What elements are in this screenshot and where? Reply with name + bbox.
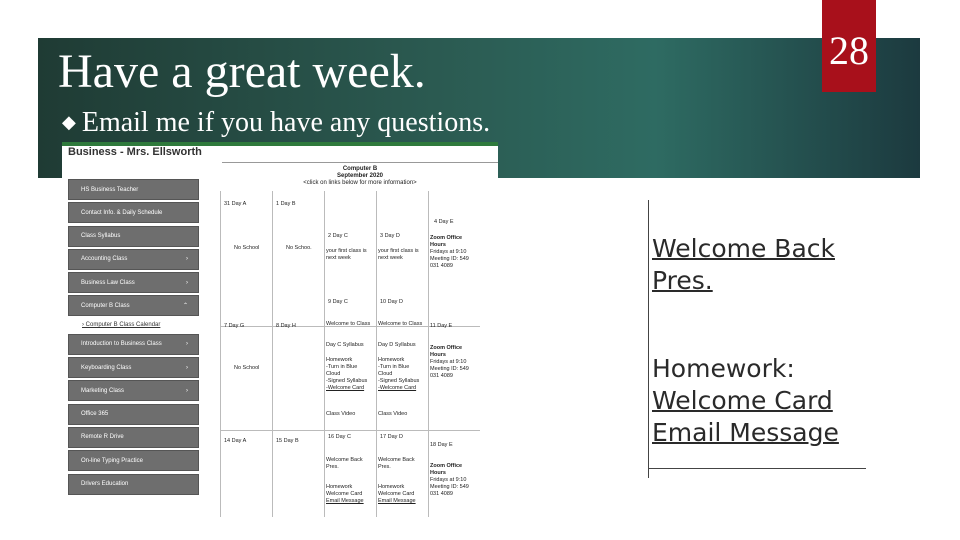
slide-title: Have a great week. [58,45,426,98]
zoom-hours: Zoom Office Hours Fridays at 9:10 Meeting ID: 549 031 4089 [430,345,469,379]
chevron-right-icon: › [186,364,188,371]
diamond-bullet-icon: ◆ [62,112,76,132]
calendar-link[interactable]: Welcome Back Pres. [326,457,363,470]
grid-line [272,191,273,517]
calendar-day: 8 Day H [276,323,296,329]
calendar-day: 15 Day B [276,438,299,444]
calendar-link[interactable]: Welcome Back Pres. [378,457,415,470]
excerpt-line[interactable]: Email Message [652,418,839,447]
nav-item[interactable]: Contact Info. & Daily Schedule [68,202,199,223]
slide-bullet [62,106,490,142]
website-title[interactable]: Business - Mrs. Ellsworth [68,146,202,158]
bullet-text: Email me if you have any questions. [81,107,491,138]
page-number-badge: 28 [822,0,876,92]
calendar-day: 17 Day D [380,434,403,440]
chevron-right-icon: › [186,256,188,263]
excerpt-border-bottom [648,468,866,469]
excerpt-line: Homework: [652,354,795,383]
calendar-day: 10 Day D [380,299,403,305]
calendar-note: your first class is [378,248,419,254]
nav-item[interactable]: Business Law Class › [68,272,199,293]
chevron-up-icon: ⌃ [182,303,188,310]
calendar-note: next week [326,255,351,261]
grid-line [376,191,377,517]
excerpt-border-left [648,200,649,478]
calendar-day: 3 Day D [380,233,400,239]
nav-item[interactable]: On-line Typing Practice [68,450,199,471]
nav-item[interactable]: Class Syllabus [68,226,199,247]
calendar-day: 7 Day G [224,323,245,329]
calendar-day: 18 Day E [430,442,453,448]
grid-line [428,191,429,517]
excerpt-line[interactable]: Welcome Back [652,234,835,263]
calendar-note: No School [234,365,260,371]
zoom-hours: Zoom Office Hours Fridays at 9:10 Meeting ID: 549 031 4089 [430,463,469,497]
calendar-day: 11 Day E [430,323,453,329]
nav-item[interactable]: Marketing Class › [68,380,199,401]
nav-item[interactable]: HS Business Teacher [68,179,199,200]
calendar-day: 31 Day A [224,201,247,207]
calendar-day: 16 Day C [328,434,351,440]
calendar-note: No Schoo. [286,245,312,251]
homework-list: Homework Welcome Card Email Message [378,484,416,504]
calendar-day: 2 Day C [328,233,348,239]
calendar-note: next week [378,255,403,261]
calendar-link[interactable]: Welcome to Class [378,321,423,327]
nav-item[interactable]: Computer B Class ⌃ [68,295,199,316]
grid-line [220,430,480,431]
calendar-day: 9 Day C [328,299,348,305]
homework-list: Homework -Turn in Blue Cloud -Signed Syllabus -Welcome Card [326,357,368,391]
homework-list: Homework -Turn in Blue Cloud -Signed Syllabus -Welcome Card [378,357,420,391]
calendar-link[interactable]: Day D Syllabus [378,342,416,348]
calendar-top-rule [222,162,498,163]
nav-item[interactable]: Accounting Class › [68,249,199,270]
zoomed-calendar-excerpt [646,200,866,480]
calendar-grid [220,191,480,517]
nav-item[interactable]: Drivers Education [68,474,199,495]
calendar-note: No School [234,245,260,251]
calendar-link[interactable]: Class Video [326,411,356,417]
excerpt-line[interactable]: Welcome Card [652,386,833,415]
nav-item[interactable]: Introduction to Business Class › [68,334,199,355]
calendar-link[interactable]: Welcome to Class [326,321,371,327]
excerpt-line[interactable]: Pres. [652,266,713,295]
calendar-day: 14 Day A [224,438,247,444]
chevron-right-icon: › [186,279,188,286]
homework-list: Homework Welcome Card Email Message [326,484,364,504]
calendar-day: 4 Day E [434,219,454,225]
zoom-hours: Zoom Office Hours Fridays at 9:10 Meeting ID: 549 031 4089 [430,235,469,269]
website-sidebar-nav [68,179,199,497]
grid-line [324,191,325,517]
nav-item[interactable]: Office 365 [68,404,199,425]
nav-sub-item-calendar[interactable]: › Computer B Class Calendar [82,321,161,328]
calendar-day: 1 Day B [276,201,296,207]
nav-item[interactable]: Keyboarding Class › [68,357,199,378]
chevron-right-icon: › [186,341,188,348]
calendar-note: your first class is [326,248,367,254]
nav-item[interactable]: Remote R Drive [68,427,199,448]
calendar-link[interactable]: Class Video [378,411,408,417]
chevron-right-icon: › [186,387,188,394]
calendar-link[interactable]: Day C Syllabus [326,342,364,348]
grid-line [220,191,221,517]
calendar-header: Computer B September 2020 <click on links below for more information> [303,166,417,186]
website-screenshot [62,142,498,518]
